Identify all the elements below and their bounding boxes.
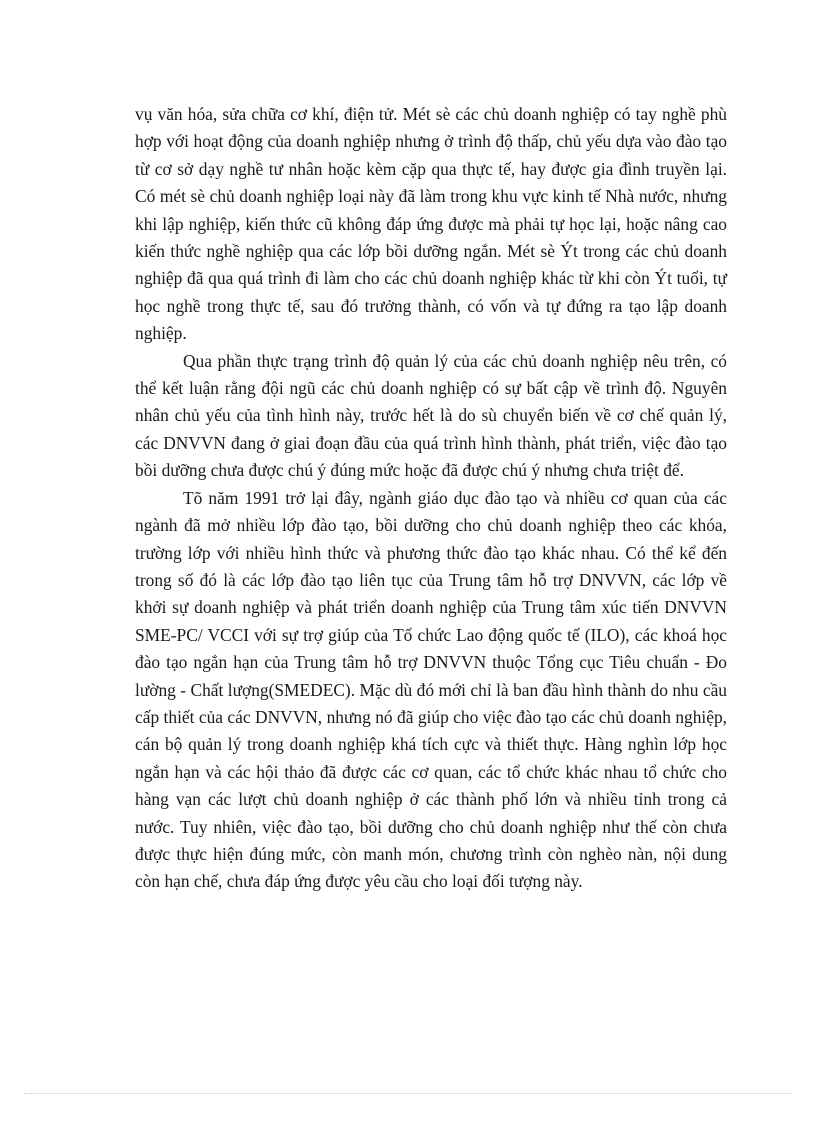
paragraph-training-history: Tõ năm 1991 trở lại đây, ngành giáo dục đào tạo và nhiều cơ quan của các ngành đã mở nhiều lớp đào tạo, bồi dưỡng cho chủ doanh nghiệp theo các khóa, trường lớp với nhiều hình thức và phương thức đào tạo khác nhau. Có thể kể đến trong số đó là các lớp đào tạo liên tục của Trung tâm hỗ trợ DNVVN, các lớp về khởi sự doanh nghiệp và phát triển doanh nghiệp của Trung tâm xúc tiến DNVVN SME-PC/ VCCI với sự trợ giúp của Tổ chức Lao động quốc tế (ILO), các khoá học đào tạo ngắn hạn của Trung tâm hỗ trợ DNVVN thuộc Tổng cục Tiêu chuẩn - Đo lường - Chất lượng(SMEDEC). Mặc dù đó mới chỉ là ban đầu hình thành do nhu cầu cấp thiết của các DNVVN, nhưng nó đã giúp cho việc đào tạo các chủ doanh nghiệp, cán bộ quản lý trong doanh nghiệp khá tích cực và thiết thực. Hàng nghìn lớp học ngắn hạn và các hội thảo đã được các cơ quan, các tổ chức khác nhau tổ chức cho hàng vạn các lượt chủ doanh nghiệp ở các thành phố lớn và nhiều tỉnh trong cả nước. Tuy nhiên, việc đào tạo, bồi dưỡng cho chủ doanh nghiệp như thế còn chưa được thực hiện đúng mức, còn manh món, chương trình còn nghèo nàn, nội dung còn hạn chế, chưa đáp ứng được yêu cầu cho loại đối tượng này. <box>135 487 727 892</box>
paragraph-conclusion: Qua phần thực trạng trình độ quản lý của các chủ doanh nghiệp nêu trên, có thể kết luận rằng đội ngũ các chủ doanh nghiệp có sự bất cập về trình độ. Nguyên nhân chủ yếu của tình hình này, trước hết là do sù chuyển biến về cơ chế quản lý, các DNVVN đang ở giai đoạn đầu của quá trình hình thành, phát triển, việc đào tạo bồi dưỡng chưa được chú ý đúng mức hoặc đã được chú ý nhưng chưa triệt để. <box>135 350 727 481</box>
paragraph-continuation: vụ văn hóa, sửa chữa cơ khí, điện tử. Mét sè các chủ doanh nghiệp có tay nghề phù hợp với hoạt động của doanh nghiệp nhưng ở trình độ thấp, chủ yếu dựa vào đào tạo từ cơ sở dạy nghề tư nhân hoặc kèm cặp qua thực tế, hay được gia đình truyền lại. Có mét sè chủ doanh nghiệp loại này đã làm trong khu vực kinh tế Nhà nước, nhưng khi lập nghiệp, kiến thức cũ không đáp ứng được mà phải tự học lại, hoặc nâng cao kiến thức nghề nghiệp qua các lớp bồi dưỡng ngắn. Mét sè Ýt trong các chủ doanh nghiệp đã qua quá trình đi làm cho các chủ doanh nghiệp khác từ khi còn Ýt tuổi, tự học nghề trong thực tế, sau đó trưởng thành, có vốn và tự đứng ra tạo lập doanh nghiệp. <box>135 104 727 344</box>
body-text <box>135 101 727 896</box>
footer-divider <box>24 1093 792 1094</box>
